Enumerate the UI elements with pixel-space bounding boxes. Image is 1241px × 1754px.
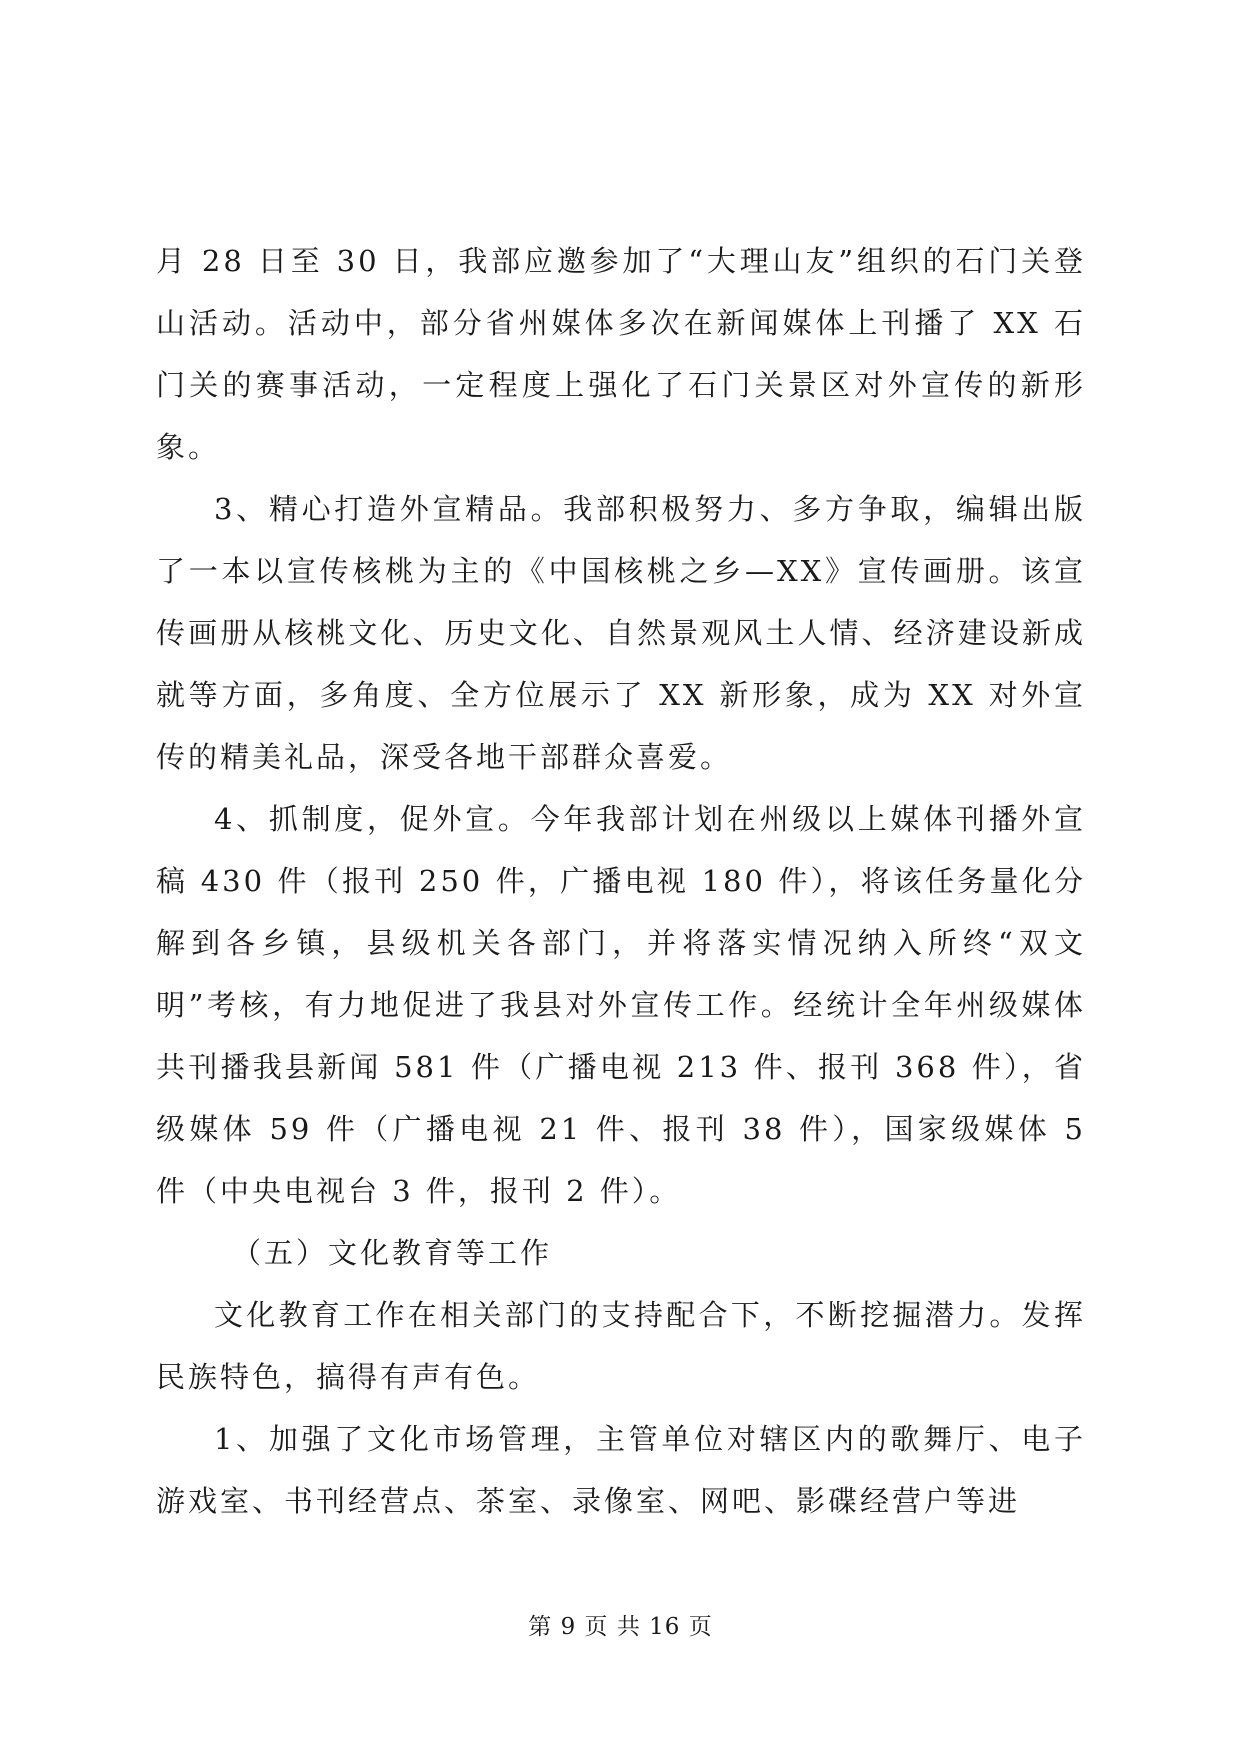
paragraph-item-4: 4、抓制度，促外宣。今年我部计划在州级以上媒体刊播外宣稿 430 件（报刊 250 件，广播电视 180 件），将该任务量化分解到各乡镇，县级机关各部门，并将落实情况纳入所终“双文明”考核，有力地促进了我县对外宣传工作。经统计全年州级媒体共刊播我县新闻 581 件（广播电视 213 件、报刊 368 件），省级媒体 59 件（广播电视 21 件、报刊 38 件），国家级媒体 5 件（中央电视台 3 件，报刊 2 件）。 xyxy=(156,802,1086,1208)
document-body xyxy=(156,230,1086,1532)
section-heading-5: （五）文化教育等工作 xyxy=(232,1236,553,1270)
paragraph-item-1: 1、加强了文化市场管理，主管单位对辖区内的歌舞厅、电子游戏室、书刊经营点、茶室、录像室、网吧、影碟经营户等进 xyxy=(156,1422,1086,1518)
paragraph-continuation: 月 28 日至 30 日，我部应邀参加了“大理山友”组织的石门关登山活动。活动中，部分省州媒体多次在新闻媒体上刊播了 XX 石门关的赛事活动，一定程度上强化了石门关景区对外宣传的新形象。 xyxy=(156,244,1086,464)
page-number-footer: 第 9 页 共 16 页 xyxy=(528,1614,713,1640)
paragraph-item-3: 3、精心打造外宣精品。我部积极努力、多方争取，编辑出版了一本以宣传核桃为主的《中国核桃之乡—XX》宣传画册。该宣传画册从核桃文化、历史文化、自然景观风土人情、经济建设新成就等方面，多角度、全方位展示了 XX 新形象，成为 XX 对外宣传的精美礼品，深受各地干部群众喜爱。 xyxy=(156,492,1086,774)
paragraph-culture-education: 文化教育工作在相关部门的支持配合下，不断挖掘潜力。发挥民族特色，搞得有声有色。 xyxy=(156,1298,1086,1394)
